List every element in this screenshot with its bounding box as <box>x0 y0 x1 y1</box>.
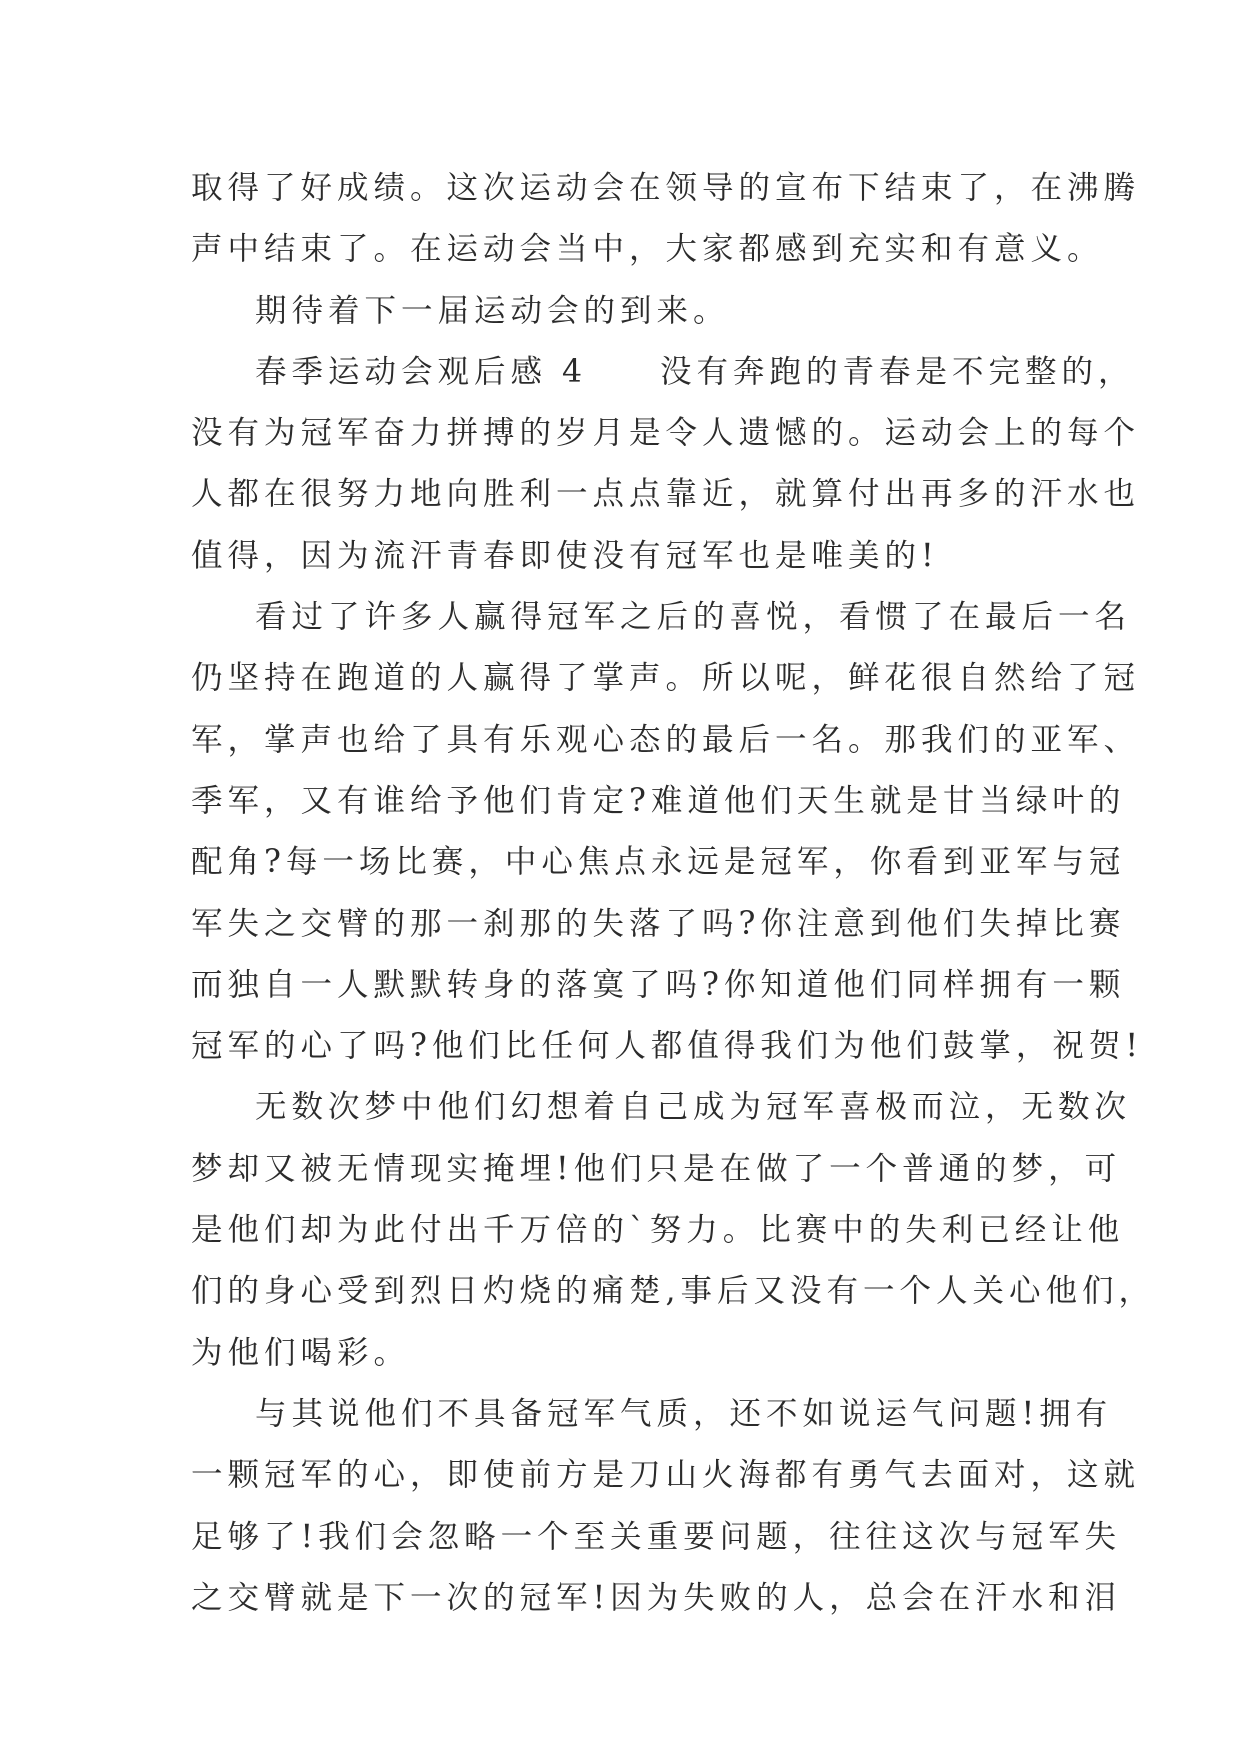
text-line: 们的身心受到烈日灼烧的痛楚,事后又没有一个人关心他们， <box>191 1273 1156 1310</box>
paragraph-first-line: 与其说他们不具备冠军气质，还不如说运气问题!拥有 <box>255 1395 1113 1432</box>
text-line: 季军，又有谁给予他们肯定?难道他们天生就是甘当绿叶的 <box>191 782 1126 819</box>
text-line: 冠军的心了吗?他们比任何人都值得我们为他们鼓掌，祝贺! <box>191 1028 1144 1065</box>
paragraph-first-line: 期待着下一届运动会的到来。 <box>255 292 730 329</box>
text-line: 是他们却为此付出千万倍的`努力。比赛中的失利已经让他 <box>191 1212 1125 1249</box>
paragraph-first-line: 无数次梦中他们幻想着自己成为冠军喜极而泣，无数次 <box>255 1089 1132 1126</box>
body-text <box>191 158 1156 1629</box>
text-line: 人都在很努力地向胜利一点点靠近，就算付出再多的汗水也 <box>191 476 1141 513</box>
text-line: 为他们喝彩。 <box>191 1334 411 1371</box>
text-line: 取得了好成绩。这次运动会在领导的宣布下结束了，在沸腾 <box>191 170 1141 206</box>
text-line: 足够了!我们会忽略一个至关重要问题，往往这次与冠军失 <box>191 1518 1122 1555</box>
text-line: 而独自一人默默转身的落寞了吗?你知道他们同样拥有一颗 <box>191 966 1126 1003</box>
text-line: 配角?每一场比赛，中心焦点永远是冠军，你看到亚军与冠 <box>191 844 1126 881</box>
text-line: 仍坚持在跑道的人赢得了掌声。所以呢，鲜花很自然给了冠 <box>191 660 1141 697</box>
text-line: 没有为冠军奋力拼搏的岁月是令人遗憾的。运动会上的每个 <box>191 415 1141 452</box>
text-line: 军，掌声也给了具有乐观心态的最后一名。那我们的亚军、 <box>191 721 1141 758</box>
text-line: 军失之交臂的那一刹那的失落了吗?你注意到他们失掉比赛 <box>191 905 1126 942</box>
text-line: 梦却又被无情现实掩埋!他们只是在做了一个普通的梦，可 <box>191 1150 1122 1187</box>
section-heading-line: 春季运动会观后感 4 没有奔跑的青春是不完整的， <box>255 353 1135 390</box>
text-line: 之交臂就是下一次的冠军!因为失败的人，总会在汗水和泪 <box>191 1579 1122 1616</box>
text-line: 声中结束了。在运动会当中，大家都感到充实和有意义。 <box>191 231 1104 268</box>
paragraph-first-line: 看过了许多人赢得冠军之后的喜悦，看惯了在最后一名 <box>255 599 1132 636</box>
text-line: 一颗冠军的心，即使前方是刀山火海都有勇气去面对，这就 <box>191 1457 1141 1494</box>
text-line: 值得，因为流汗青春即使没有冠军也是唯美的! <box>191 537 939 574</box>
